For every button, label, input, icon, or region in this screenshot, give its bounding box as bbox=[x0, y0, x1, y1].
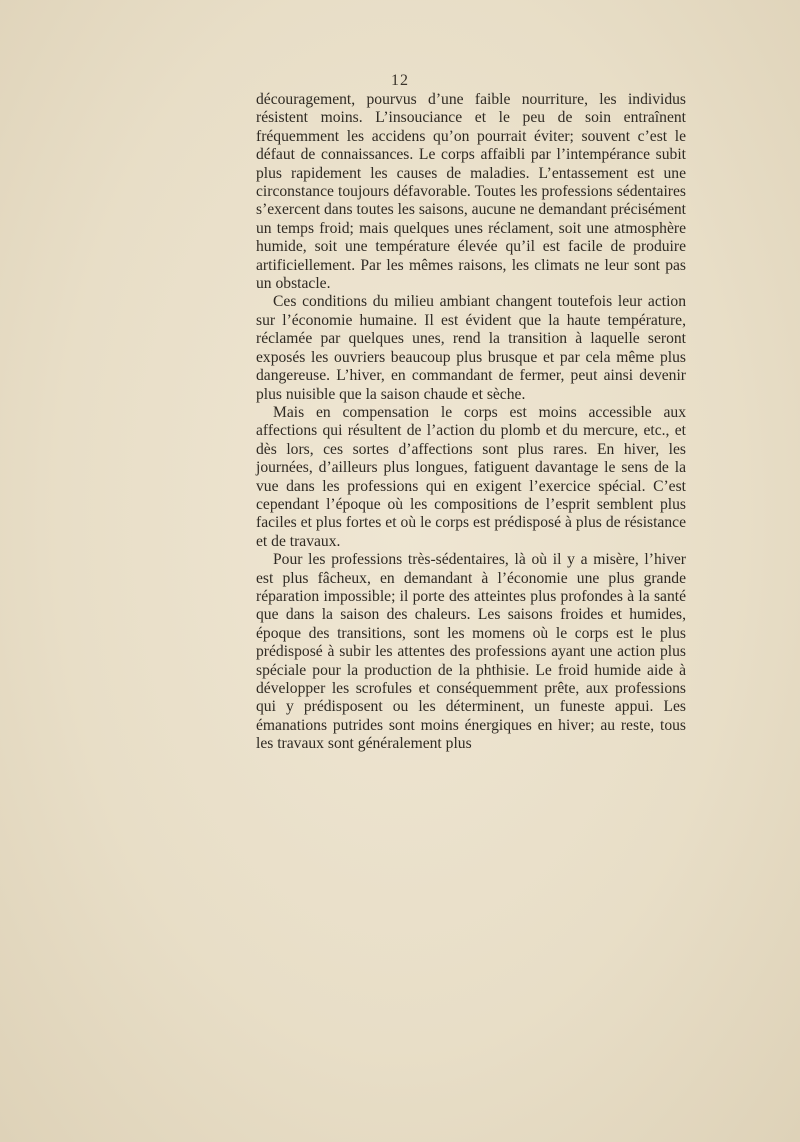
paragraph-4: Pour les professions très-sédentaires, là où il y a misère, l’hiver est plus fâcheux, en demandant à l’économie une plus grande réparation impossible; il porte des atteintes plus profondes à la santé que dans la saison des chaleurs. Les saisons froides et humides, époque des transitions, sont les momens où le corps est le plus prédisposé à subir les attentes des professions ayant une action plus spéciale pour la production de la phthisie. Le froid humide aide à développer les scrofules et conséquemment prête, aux professions qui y prédisposent ou les déterminent, un funeste appui. Les émanations putrides sont moins énergiques en hiver; au reste, tous les travaux sont généralement plus bbox=[256, 551, 686, 753]
page-number: 12 bbox=[391, 72, 409, 89]
paragraph-3: Mais en compensation le corps est moins accessible aux affections qui résultent de l’action du plomb et du mercure, etc., et dès lors, ces sortes d’affections sont plus rares. En hiver, les journées, d’ailleurs plus longues, fatiguent davantage le sens de la vue dans les professions qui en exigent l’exercice spécial. C’est cependant l’époque où les compositions de l’esprit semblent plus faciles et plus fortes et où le corps est prédisposé à plus de résistance et de travaux. bbox=[256, 403, 686, 550]
body-text bbox=[256, 91, 686, 754]
paragraph-2: Ces conditions du milieu ambiant changent toutefois leur action sur l’économie humaine. Il est évident que la haute température, réclamée par quelques unes, rend la transition à laquelle seront exposés les ouvriers beaucoup plus brusque et par cela même plus dangereuse. L’hiver, en commandant de fermer, peut ainsi devenir plus nuisible que la saison chaude et sèche. bbox=[256, 293, 686, 403]
paragraph-1: découragement, pourvus d’une faible nourriture, les individus résistent moins. L’insouciance et le peu de soin entraînent fréquemment les accidens qu’on pourrait éviter; souvent c’est le défaut de connaissances. Le corps affaibli par l’intempérance subit plus rapidement les causes de maladies. L’entassement est une circonstance toujours défavorable. Toutes les professions sédentaires s’exercent dans toutes les saisons, aucune ne demandant précisément un temps froid; mais quelques unes réclament, soit une atmosphère humide, soit une température élevée qu’il est facile de produire artificiellement. Par les mêmes raisons, les climats ne leur sont pas un obstacle. bbox=[256, 91, 686, 293]
